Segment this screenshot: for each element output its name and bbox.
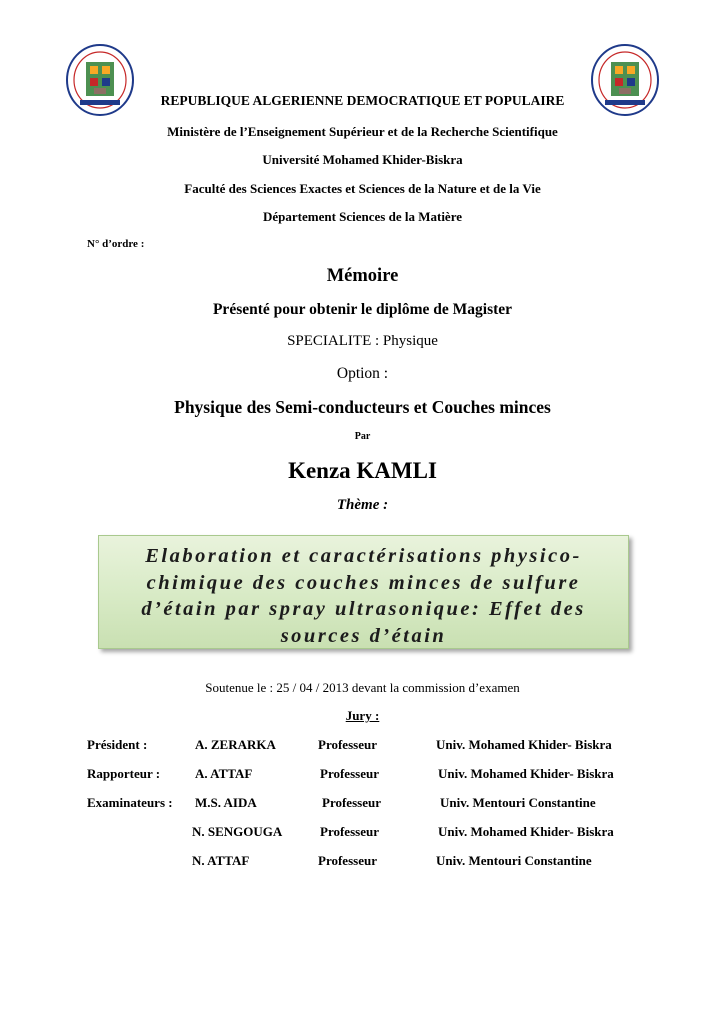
par-label: Par — [354, 431, 371, 442]
diploma-line: Présenté pour obtenir le diplôme de Magister — [212, 301, 513, 318]
departement-heading: Département Sciences de la Matière — [262, 209, 463, 224]
theme-line: sources d’étain — [280, 624, 447, 647]
jury-name: M.S. AIDA — [195, 795, 257, 810]
theme-line: chimique des couches minces de sulfure — [146, 571, 581, 594]
jury-grade: Professeur — [320, 824, 379, 839]
theme-line: d’étain par spray ultrasonique: Effet des — [141, 598, 586, 620]
defense-date-line: Soutenue le : 25 / 04 / 2013 devant la commission d’examen — [205, 680, 520, 695]
jury-univ: Univ. Mohamed Khider- Biskra — [438, 824, 614, 839]
republique-heading: REPUBLIQUE ALGERIENNE DEMOCRATIQUE ET POPULAIRE — [160, 93, 565, 108]
jury-univ: Univ. Mohamed Khider- Biskra — [438, 766, 614, 781]
jury-univ: Univ. Mentouri Constantine — [440, 795, 596, 810]
theme-label: Thème : — [336, 497, 389, 513]
document-type: Mémoire — [326, 266, 399, 286]
jury-role: Rapporteur : — [87, 766, 161, 781]
author-name: Kenza KAMLI — [288, 458, 437, 483]
jury-role: Président : — [87, 737, 148, 752]
specialite-line: SPECIALITE : Physique — [287, 333, 438, 349]
theme-line: Elaboration et caractérisations physico- — [145, 545, 582, 567]
jury-grade: Professeur — [318, 737, 377, 752]
jury-grade: Professeur — [322, 795, 381, 810]
jury-title: Jury : — [345, 708, 380, 723]
universite-heading: Université Mohamed Khider-Biskra — [262, 152, 463, 167]
theme-title — [99, 543, 628, 649]
jury-role: Examinateurs : — [87, 795, 173, 810]
jury-grade: Professeur — [318, 853, 377, 868]
jury-heading — [0, 708, 725, 724]
ministere-heading: Ministère de l’Enseignement Supérieur et de la Recherche Scientifique — [167, 124, 558, 139]
order-number-label: N° d’ordre : — [87, 238, 145, 250]
option-label: Option : — [336, 365, 389, 382]
jury-grade: Professeur — [320, 766, 379, 781]
jury-name: N. SENGOUGA — [192, 824, 283, 839]
theme-box — [98, 535, 629, 649]
jury-name: A. ZERARKA — [195, 737, 276, 752]
jury-univ: Univ. Mohamed Khider- Biskra — [436, 737, 612, 752]
option-value: Physique des Semi-conducteurs et Couches minces — [174, 397, 551, 417]
jury-univ: Univ. Mentouri Constantine — [436, 853, 592, 868]
jury-name: N. ATTAF — [192, 853, 250, 868]
faculte-heading: Faculté des Sciences Exactes et Sciences de la Nature et de la Vie — [184, 181, 541, 196]
jury-name: A. ATTAF — [195, 766, 253, 781]
